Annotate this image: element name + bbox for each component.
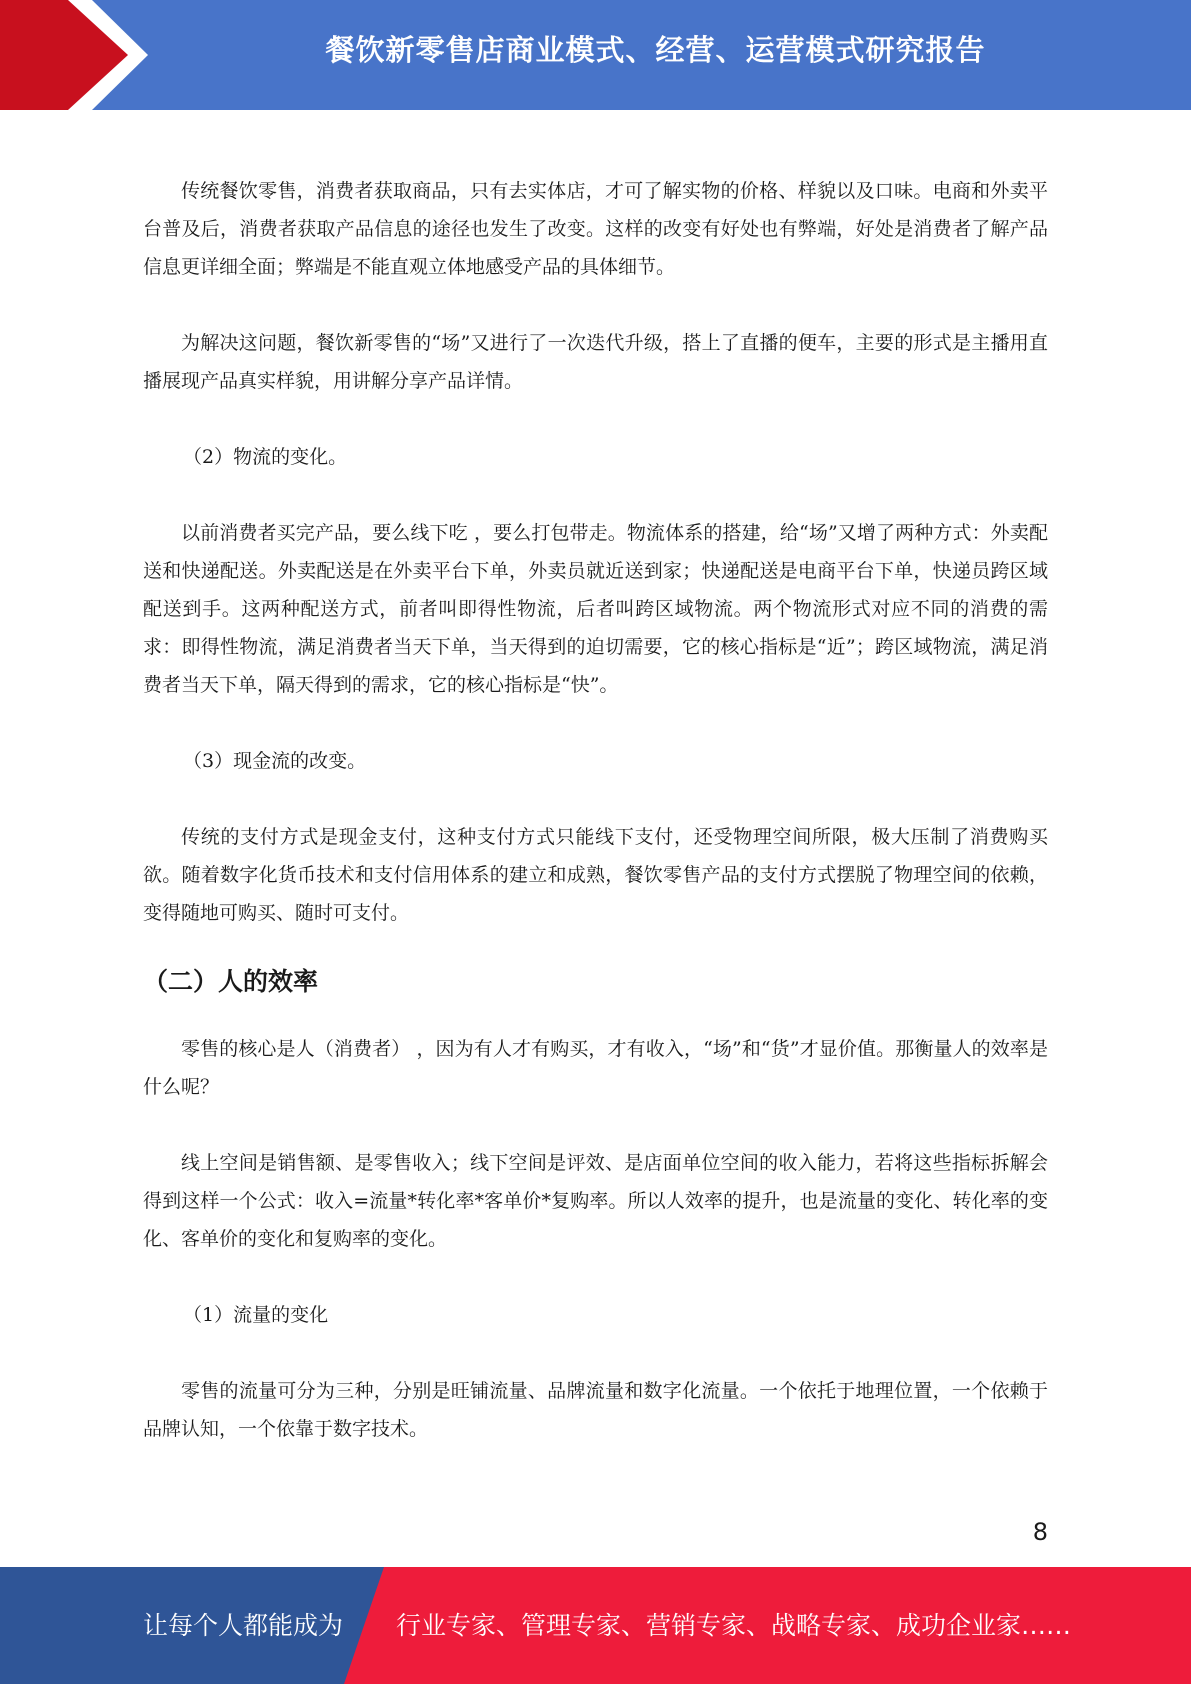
header-title: 餐饮新零售店商业模式、经营、运营模式研究报告 — [325, 33, 986, 67]
page-header — [0, 0, 1191, 110]
subheading-traffic: （1）流量的变化 — [183, 1304, 329, 1326]
paragraph: 以前消费者买完产品，要么线下吃 ，要么打包带走。物流体系的搭建，给“场”又增了两种方式：外卖配送和快递配送。外卖配送是在外卖平台下单，外卖员就近送到家；快递配送是电商平台下单，快递员跨区域配送到手。这两种配送方式，前者叫即得性物流，后者叫跨区域物流。两个物流形式对应不同的消费的需求：即得性物流，满足消费者当天下单，当天得到的迫切需要，它的核心指标是“近”；跨区域物流，满足消费者当天下单，隔天得到的需求，它的核心指标是“快”。 — [143, 522, 1048, 696]
paragraph: 传统的支付方式是现金支付，这种支付方式只能线下支付，还受物理空间所限，极大压制了消费购买欲。随着数字化货币技术和支付信用体系的建立和成熟，餐饮零售产品的支付方式摆脱了物理空间的依赖，变得随地可购买、随时可支付。 — [143, 826, 1048, 924]
paragraph: 传统餐饮零售，消费者获取商品，只有去实体店，才可了解实物的价格、样貌以及口味。电商和外卖平台普及后，消费者获取产品信息的途径也发生了改变。这样的改变有好处也有弊端，好处是消费者了解产品信息更详细全面；弊端是不能直观立体地感受产品的具体细节。 — [143, 180, 1048, 278]
header-red-chevron-icon — [0, 0, 160, 110]
footer-slogan-left: 让每个人都能成为 — [143, 1611, 344, 1640]
footer-slogan-right: 行业专家、管理专家、营销专家、战略专家、成功企业家…… — [396, 1611, 1072, 1640]
subheading-logistics: （2）物流的变化。 — [183, 446, 348, 468]
page-number: 8 — [1032, 1518, 1048, 1546]
paragraph: 为解决这问题，餐饮新零售的“场”又进行了一次迭代升级，搭上了直播的便车，主要的形式是主播用直播展现产品真实样貌，用讲解分享产品详情。 — [143, 332, 1048, 392]
report-body — [143, 172, 1048, 1448]
subheading-cashflow: （3）现金流的改变。 — [183, 750, 367, 772]
paragraph: 零售的流量可分为三种，分别是旺铺流量、品牌流量和数字化流量。一个依托于地理位置，一个依赖于品牌认知，一个依靠于数字技术。 — [143, 1380, 1048, 1440]
section-title: （二）人的效率 — [143, 967, 319, 996]
paragraph: 零售的核心是人（消费者） ，因为有人才有购买，才有收入，“场”和“货”才显价值。那衡量人的效率是什么呢？ — [143, 1038, 1048, 1098]
page-footer — [0, 1567, 1191, 1684]
paragraph: 线上空间是销售额、是零售收入；线下空间是评效、是店面单位空间的收入能力，若将这些指标拆解会得到这样一个公式：收入=流量*转化率*客单价*复购率。所以人效率的提升，也是流量的变化、转化率的变化、客单价的变化和复购率的变化。 — [143, 1152, 1048, 1250]
